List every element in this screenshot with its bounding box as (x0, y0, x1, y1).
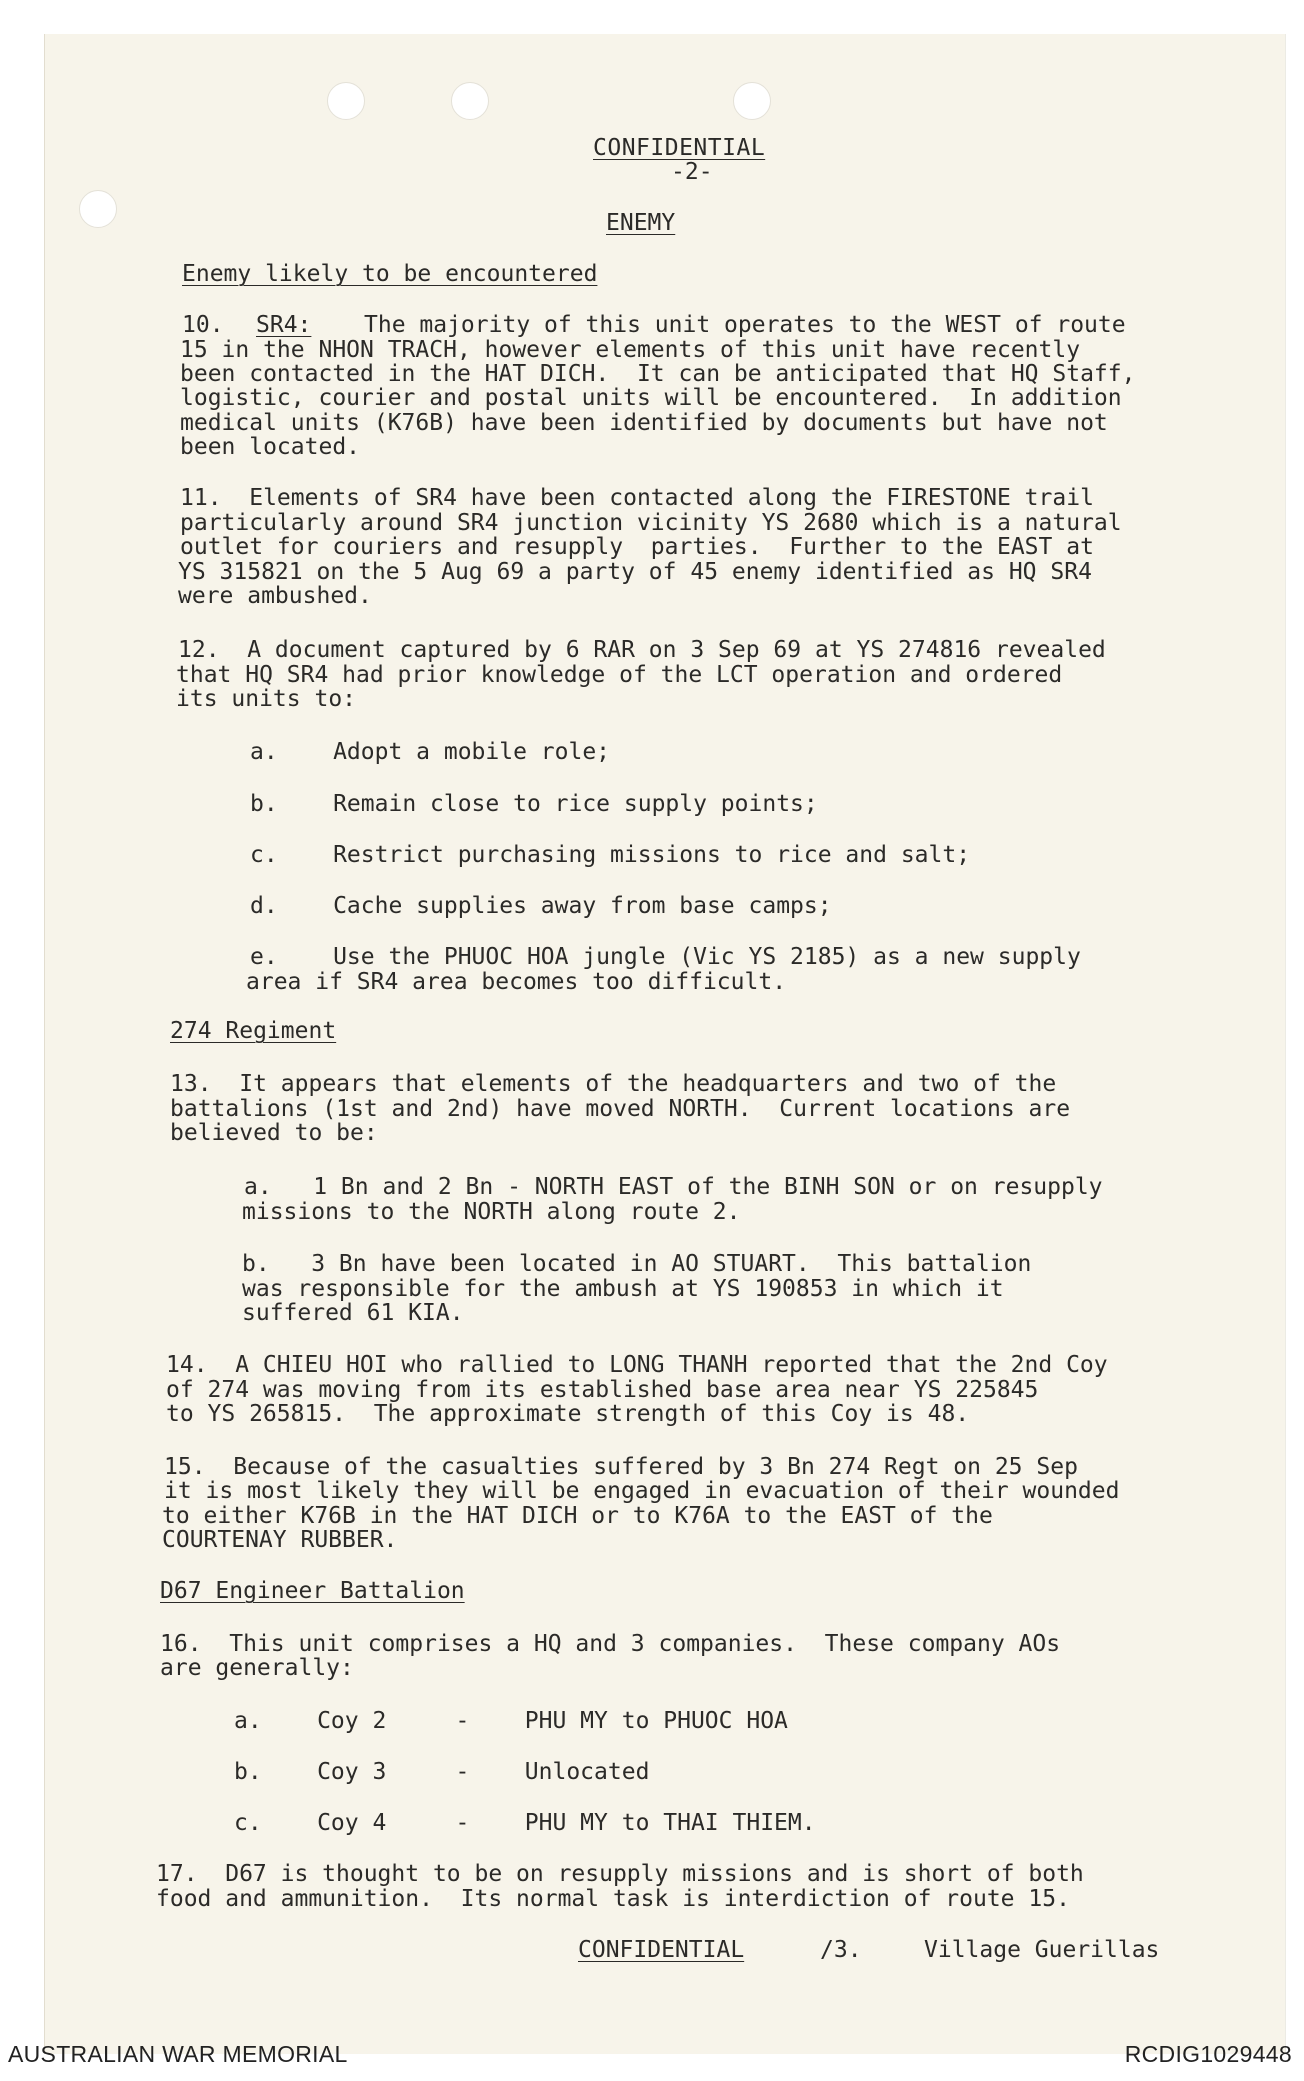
page-number: -2- (671, 159, 713, 185)
para-13-item: a. 1 Bn and 2 Bn - NORTH EAST of the BINH SON or on resupply (244, 1174, 1103, 1200)
para-13-line: battalions (1st and 2nd) have moved NORTH. Current locations are (170, 1096, 1071, 1122)
catchword: Village Guerillas (924, 1937, 1160, 1963)
section-title: ENEMY (606, 210, 676, 236)
para-11-line: 11. Elements of SR4 have been contacted along the FIRESTONE trail (180, 485, 1094, 511)
para-12-line: its units to: (176, 686, 357, 712)
para-15-line: to either K76B in the HAT DICH or to K76A to the EAST of the (162, 1503, 993, 1529)
para-11-line: particularly around SR4 junction vicinity YS 2680 which is a natural (180, 510, 1122, 536)
para-13-line: believed to be: (170, 1120, 378, 1146)
para-17-line: food and ammunition. Its normal task is interdiction of route 15. (156, 1886, 1070, 1912)
para-10-line: been located. (180, 434, 361, 460)
para-13-item: b. 3 Bn have been located in AO STUART. This battalion (242, 1251, 1032, 1277)
para-10-line: medical units (K76B) have been identified by documents but have not (180, 410, 1108, 436)
para-16-line: are generally: (160, 1655, 354, 1681)
para-14-line: to YS 265815. The approximate strength of this Coy is 48. (166, 1401, 970, 1427)
para-13-item: missions to the NORTH along route 2. (242, 1199, 741, 1225)
para-10-line: 15 in the NHON TRACH, however elements of this unit have recently (180, 337, 1081, 363)
para-10-number: 10. (182, 312, 224, 338)
para-16-item: b. Coy 3 - Unlocated (234, 1759, 650, 1785)
subheading-enemy-likely: Enemy likely to be encountered (182, 261, 598, 287)
para-12-line: 12. A document captured by 6 RAR on 3 Sep 69 at YS 274816 revealed (178, 637, 1106, 663)
archive-id: RCDIG1029448 (1124, 2041, 1292, 2067)
para-12-item: e. Use the PHUOC HOA jungle (Vic YS 2185) as a new supply (250, 944, 1081, 970)
para-12-line: that HQ SR4 had prior knowledge of the LCT operation and ordered (176, 662, 1063, 688)
para-13-line: 13. It appears that elements of the headquarters and two of the (170, 1071, 1057, 1097)
archive-caption: AUSTRALIAN WAR MEMORIAL (8, 2041, 348, 2067)
para-15-line: 15. Because of the casualties suffered by 3 Bn 274 Regt on 25 Sep (164, 1454, 1078, 1480)
para-12-item: d. Cache supplies away from base camps; (250, 893, 832, 919)
para-12-item: a. Adopt a mobile role; (250, 739, 611, 765)
para-10-line: logistic, courier and postal units will be encountered. In addition (180, 385, 1122, 411)
para-14-line: 14. A CHIEU HOI who rallied to LONG THANH reported that the 2nd Coy (166, 1352, 1108, 1378)
para-16-item: c. Coy 4 - PHU MY to THAI THIEM. (234, 1810, 816, 1836)
para-11-line: YS 315821 on the 5 Aug 69 a party of 45 enemy identified as HQ SR4 (178, 559, 1092, 585)
para-13-item: was responsible for the ambush at YS 190853 in which it (242, 1276, 1004, 1302)
para-16-line: 16. This unit comprises a HQ and 3 companies. These company AOs (160, 1631, 1061, 1657)
para-15-line: it is most likely they will be engaged in evacuation of their wounded (164, 1478, 1120, 1504)
para-16-item: a. Coy 2 - PHU MY to PHUOC HOA (234, 1708, 788, 1734)
para-12-item: b. Remain close to rice supply points; (250, 791, 818, 817)
para-14-line: of 274 was moving from its established base area near YS 225845 (166, 1377, 1039, 1403)
para-10-line: been contacted in the HAT DICH. It can be anticipated that HQ Staff, (180, 361, 1136, 387)
next-page-marker: /3. (820, 1937, 862, 1963)
para-11-line: outlet for couriers and resupply parties. Further to the EAST at (180, 534, 1094, 560)
para-12-item: c. Restrict purchasing missions to rice and salt; (250, 842, 971, 868)
para-10-line: The majority of this unit operates to the WEST of route (364, 312, 1126, 338)
subheading-274-regiment: 274 Regiment (170, 1018, 337, 1044)
para-17-line: 17. D67 is thought to be on resupply missions and is short of both (156, 1861, 1084, 1887)
subheading-d67: D67 Engineer Battalion (160, 1578, 465, 1604)
para-10-label: SR4: (256, 312, 312, 338)
footer-classification: CONFIDENTIAL (578, 1937, 745, 1963)
para-12-item: area if SR4 area becomes too difficult. (246, 969, 787, 995)
para-11-line: were ambushed. (178, 583, 372, 609)
para-15-line: COURTENAY RUBBER. (162, 1527, 398, 1553)
para-13-item: suffered 61 KIA. (242, 1300, 464, 1326)
header-classification: CONFIDENTIAL (593, 135, 766, 161)
